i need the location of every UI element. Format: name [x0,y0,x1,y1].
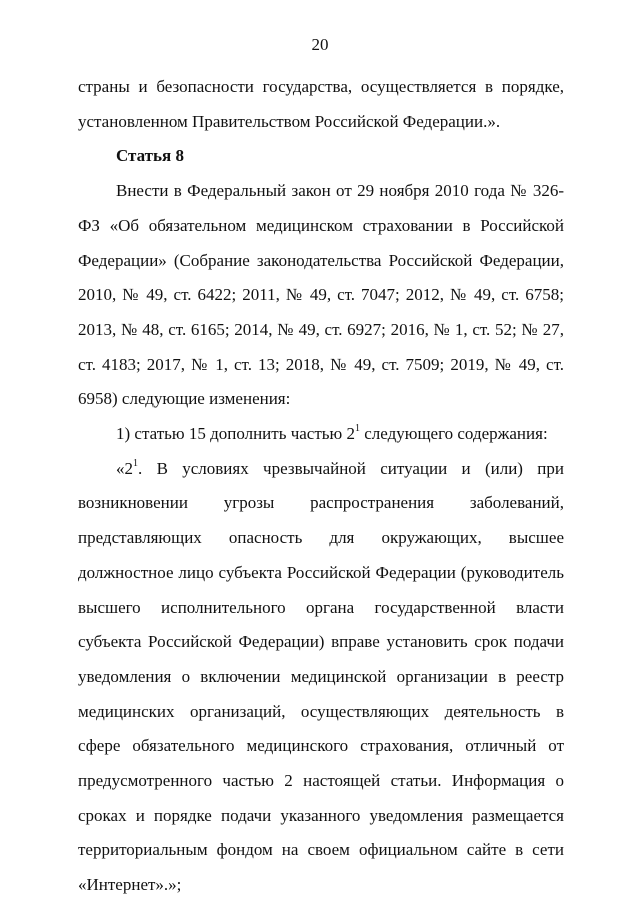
amendment-item-1 [78,417,564,452]
quoted-part-paragraph [78,452,564,903]
article-heading: Статья 8 [116,146,184,166]
quoted-part-number: «2 [116,458,133,478]
item-1-text: 1) статью 15 дополнить частью 2 [116,424,355,444]
quoted-part-superscript: 1 [133,457,138,469]
item-1-superscript: 1 [355,423,360,435]
document-body [78,70,564,903]
continuation-paragraph: страны и безопасности государства, осуществляется в порядке, установленном Правительством Российской Федерации.». [78,77,564,131]
quoted-part-text: . В условиях чрезвычайной ситуации и (или) при возникновении угрозы распространения заболеваний, представляющих опасность для окружающих, высшее должностное лицо субъекта Российской Федерации (руководитель высшего исполнительного органа государственной власти субъекта Российской Федерации) вправе установить срок подачи уведомления о включении медицинской организации в реестр медицинских организаций, осуществляющих деятельность в сфере обязательного медицинского страхования, отличный от предусмотренного частью 2 настоящей статьи. Информация о сроках и порядке подачи указанного уведомления размещается территориальным фондом на своем официальном сайте в сети «Интернет».»; [78,458,564,895]
item-1-text-end: следующего содержания: [360,424,548,444]
page-number: 20 [311,35,329,54]
article-intro-paragraph: Внести в Федеральный закон от 29 ноября 2010 года № 326-ФЗ «Об обязательном медицинском страховании в Российской Федерации» (Собрание законодательства Российской Федерации, 2010, № 49, ст. 6422; 2011, № 49, ст. 7047; 2012, № 49, ст. 6758; 2013, № 48, ст. 6165; 2014, № 49, ст. 6927; 2016, № 1, ст. 52; № 27, ст. 4183; 2017, № 1, ст. 13; 2018, № 49, ст. 7509; 2019, № 49, ст. 6958) следующие изменения: [78,181,564,409]
